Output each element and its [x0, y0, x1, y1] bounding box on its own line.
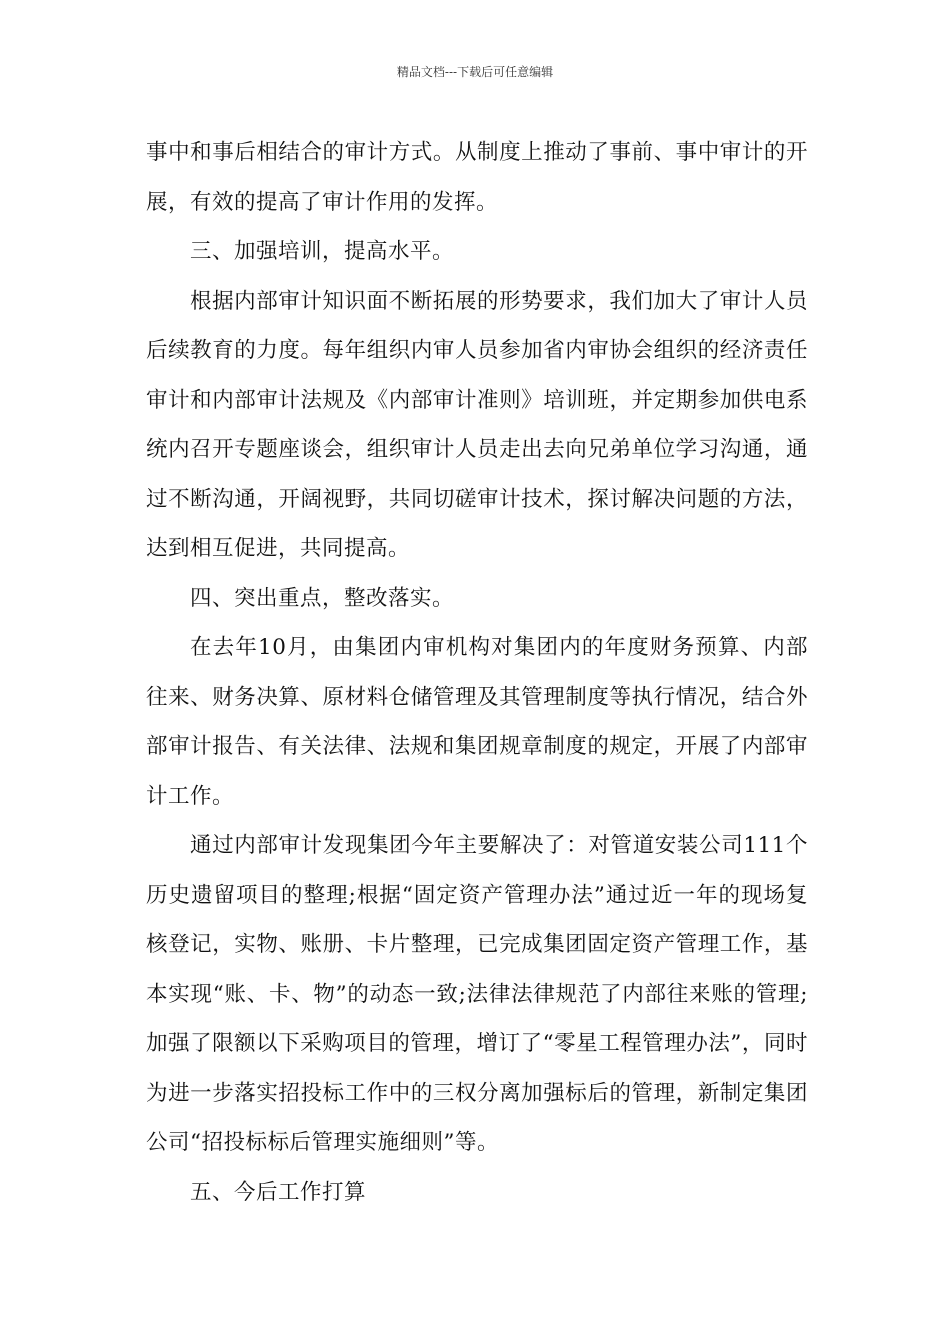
section-heading-5: 五、今后工作打算 — [190, 1179, 367, 1205]
paragraph-training: 根据内部审计知识面不断拓展的形势要求，我们加大了审计人员后续教育的力度。每年组织内审人员参加省内审协会组织的经济责任审计和内部审计法规及《内部审计准则》培训班，并定期参加供电系统内召开专题座谈会，组织审计人员走出去向兄弟单位学习沟通，通过不断沟通，开阔视野，共同切磋审计技术，探讨解决问题的方法，达到相互促进，共同提高。 — [146, 288, 808, 561]
paragraph-audit-results: 通过内部审计发现集团今年主要解决了：对管道安装公司111个历史遗留项目的整理;根据“固定资产管理办法”通过近一年的现场复核登记，实物、账册、卡片整理，已完成集团固定资产管理工作，基本实现“账、卡、物”的动态一致;法律法律规范了内部往来账的管理;加强了限额以下采购项目的管理，增订了“零星工程管理办法”，同时为进一步落实招投标工作中的三权分离加强标后的管理，新制定集团公司“招投标标后管理实施细则”等。 — [146, 833, 808, 1155]
page-header: 精品文档---下载后可任意编辑 — [396, 65, 554, 79]
section-heading-4: 四、突出重点，整改落实。 — [190, 585, 455, 611]
document-body — [146, 128, 808, 1217]
paragraph-continuation: 事中和事后相结合的审计方式。从制度上推动了事前、事中审计的开展，有效的提高了审计作用的发挥。 — [146, 140, 808, 215]
paragraph-audit-scope: 在去年10月，由集团内审机构对集团内的年度财务预算、内部往来、财务决算、原材料仓储管理及其管理制度等执行情况，结合外部审计报告、有关法律、法规和集团规章制度的规定，开展了内部审计工作。 — [146, 635, 808, 809]
section-heading-3: 三、加强培训，提高水平。 — [190, 239, 455, 264]
